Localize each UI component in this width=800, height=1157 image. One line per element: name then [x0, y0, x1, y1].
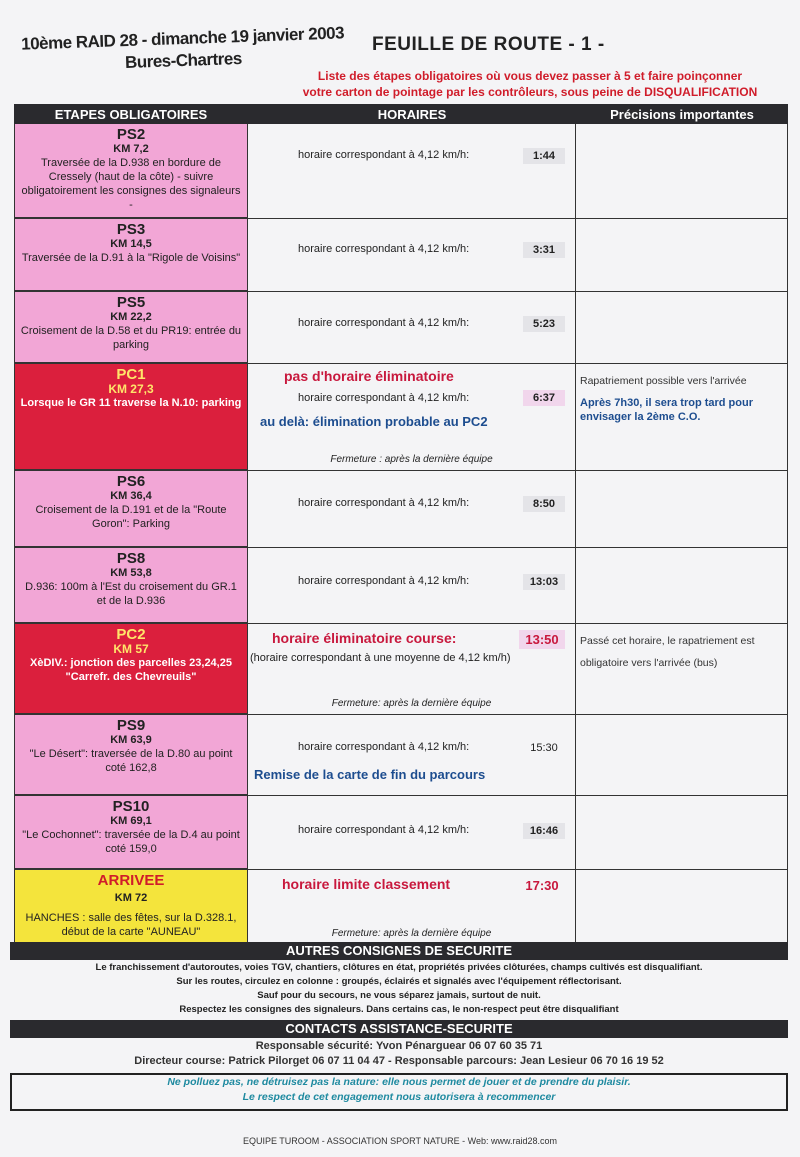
- notice-line-2: votre carton de pointage par les contrôleurs, sous peine de DISQUALIFICATION: [302, 85, 758, 99]
- precision-note: Rapatriement possible vers l'arrivée: [580, 375, 747, 387]
- col-precisions: Précisions importantes: [610, 106, 754, 122]
- precision-cell: [576, 219, 788, 291]
- horaire-sub: (horaire correspondant à une moyenne de 4,12 km/h): [250, 652, 511, 664]
- stage-cell: [14, 471, 248, 547]
- stage-code: ARRIVEE: [97, 872, 165, 889]
- stage-cell: [14, 219, 248, 291]
- stage-desc: XèDIV.: jonction des parcelles 23,24,25 "Carrefr. des Chevreuils": [30, 657, 232, 683]
- stage-code: PS9: [116, 717, 146, 734]
- stage-cell: [14, 624, 248, 714]
- stage-code: PS6: [116, 473, 146, 490]
- safety-line: Le franchissement d'autoroutes, voies TGV, chantiers, clôtures en état, propriétés privées clôturées, champs cultivés est disqualifiant.: [95, 962, 703, 973]
- horaire-cell: [248, 870, 576, 948]
- stage-desc: "Le Désert": traversée de la D.80 au point coté 162,8: [29, 748, 233, 774]
- precision-cell: [576, 870, 788, 948]
- col-etapes: ETAPES OBLIGATOIRES: [54, 106, 208, 122]
- safety-rules: [10, 961, 788, 1017]
- contact-line-1: Responsable sécurité: Yvon Pénarguear 06 07 60 35 71: [255, 1040, 543, 1052]
- time-value: 3:31: [523, 242, 565, 258]
- stage-desc: HANCHES : salle des fêtes, sur la D.328.1, début de la carte "AUNEAU": [25, 912, 237, 938]
- stage-km: KM 63,9: [110, 734, 152, 746]
- time-value: 5:23: [523, 316, 565, 332]
- safety-line: Sauf pour du secours, ne vous séparez jamais, surtout de nuit.: [257, 990, 541, 1001]
- horaire-cell: [248, 624, 576, 714]
- std-label: horaire correspondant à 4,12 km/h:: [298, 741, 470, 753]
- precision-cell: [576, 796, 788, 869]
- stage-code: PS8: [116, 550, 146, 567]
- horaire-cell: [248, 548, 576, 623]
- std-label: horaire correspondant à 4,12 km/h:: [298, 824, 470, 836]
- page-title: FEUILLE DE ROUTE - 1 -: [372, 34, 605, 55]
- stage-desc: Lorsque le GR 11 traverse la N.10: parking: [20, 397, 242, 409]
- std-label: horaire correspondant à 4,12 km/h:: [298, 392, 470, 404]
- stage-km: KM 7,2: [113, 143, 149, 155]
- stage-desc: Croisement de la D.58 et du PR19: entrée du parking: [20, 325, 242, 351]
- nature-notice: [10, 1073, 788, 1111]
- precision-cell: [576, 292, 788, 363]
- precision-cell: [576, 364, 788, 470]
- stage-desc: D.936: 100m à l'Est du croisement du GR.1 et de la D.936: [25, 581, 237, 607]
- column-headers: [14, 104, 788, 124]
- time-value: 17:30: [525, 878, 559, 893]
- time-value: 16:46: [523, 823, 565, 839]
- event-line-1: 10ème RAID 28 - dimanche 19 janvier 2003: [20, 23, 345, 54]
- horaire-cell: [248, 219, 576, 291]
- fermeture-label: Fermeture: après la dernière équipe: [331, 928, 492, 939]
- horaire-cell: [248, 364, 576, 470]
- stage-km: KM 14,5: [110, 238, 152, 250]
- precision-cell: [576, 548, 788, 623]
- stage-code: PS10: [112, 798, 150, 815]
- time-value: 13:50: [519, 630, 565, 649]
- table-row: [14, 715, 788, 796]
- stage-cell: [14, 548, 248, 623]
- contact-line-2: Directeur course: Patrick Pilorget 06 07 11 04 47 - Responsable parcours: Jean Lesieur 06 70 16 19 52: [134, 1055, 664, 1067]
- route-table: [14, 124, 788, 949]
- horaire-cell: [248, 124, 576, 218]
- blue-notice: Remise de la carte de fin du parcours: [254, 767, 486, 782]
- footer-credit: EQUIPE TUROOM - ASSOCIATION SPORT NATURE - Web: www.raid28.com: [242, 1136, 558, 1146]
- event-line-2: Bures-Chartres: [124, 48, 243, 73]
- precision-cell: [576, 471, 788, 547]
- stage-code: PC2: [116, 626, 146, 643]
- table-row: [14, 471, 788, 548]
- table-row: [14, 292, 788, 364]
- std-label: horaire correspondant à 4,12 km/h:: [298, 317, 470, 329]
- std-label: horaire correspondant à 4,12 km/h:: [298, 575, 470, 587]
- table-row: [14, 548, 788, 624]
- stage-desc: Traversée de la D.91 à la "Rigole de Voisins": [21, 252, 241, 264]
- stage-cell: [14, 292, 248, 363]
- time-value: 1:44: [523, 148, 565, 164]
- stage-km: KM 57: [113, 642, 149, 656]
- stage-cell: [14, 124, 248, 218]
- horaire-cell: [248, 796, 576, 869]
- time-value: 13:03: [523, 574, 565, 590]
- horaire-heading: horaire limite classement: [282, 876, 451, 892]
- std-label: horaire correspondant à 4,12 km/h:: [298, 243, 470, 255]
- nature-line-1: Ne polluez pas, ne détruisez pas la nature: elle nous permet de jouer et de prendre du plaisir.: [167, 1076, 631, 1088]
- stage-km: KM 36,4: [110, 490, 152, 502]
- precision-bluenote: Après 7h30, il sera trop tard pour envisager la 2ème C.O.: [580, 397, 753, 423]
- horaire-heading: pas d'horaire éliminatoire: [284, 368, 454, 384]
- horaire-cell: [248, 292, 576, 363]
- stage-cell: [14, 870, 248, 948]
- disqualification-notice: [280, 68, 780, 100]
- horaire-cell: [248, 715, 576, 795]
- stage-code: PS2: [116, 126, 146, 143]
- contacts-title: CONTACTS ASSISTANCE-SECURITE: [10, 1020, 788, 1038]
- precision-cell: [576, 624, 788, 714]
- safety-title: AUTRES CONSIGNES DE SECURITE: [10, 942, 788, 960]
- horaire-cell: [248, 471, 576, 547]
- table-row: [14, 364, 788, 471]
- table-row: [14, 624, 788, 715]
- stage-desc: "Le Cochonnet": traversée de la D.4 au point coté 159,0: [22, 829, 240, 855]
- fermeture-label: Fermeture : après la dernière équipe: [330, 454, 493, 465]
- std-label: horaire correspondant à 4,12 km/h:: [298, 497, 470, 509]
- horaire-heading: horaire éliminatoire course:: [272, 630, 457, 646]
- stage-code: PC1: [116, 366, 146, 383]
- precision-note: Passé cet horaire, le rapatriement est obligatoire vers l'arrivée (bus): [580, 635, 755, 669]
- table-row: [14, 124, 788, 219]
- stage-desc: Traversée de la D.938 en bordure de Cressely (haut de la côte) - suivre obligatoirement les consignes des signaleurs -: [21, 157, 241, 211]
- stage-km: KM 22,2: [110, 311, 152, 323]
- safety-line: Respectez les consignes des signaleurs. Dans certains cas, le non-respect peut être disqualifiant: [179, 1004, 619, 1015]
- time-value: 15:30: [530, 742, 558, 754]
- table-row: [14, 870, 788, 949]
- nature-line-2: Le respect de cet engagement nous autorisera à recommencer: [242, 1091, 556, 1103]
- col-horaires: HORAIRES: [377, 106, 447, 122]
- time-value: 6:37: [523, 390, 565, 406]
- table-row: [14, 796, 788, 870]
- stage-cell: [14, 796, 248, 869]
- stage-cell: [14, 364, 248, 470]
- stage-km: KM 27,3: [108, 382, 154, 396]
- stage-cell: [14, 715, 248, 795]
- std-label: horaire correspondant à 4,12 km/h:: [298, 149, 470, 161]
- stage-km: KM 69,1: [110, 815, 152, 827]
- contacts-block: [10, 1039, 788, 1069]
- safety-line: Sur les routes, circulez en colonne : groupés, éclairés et signalés avec l'équipement réflectorisant.: [176, 976, 622, 987]
- table-row: [14, 219, 788, 292]
- stage-code: PS5: [116, 294, 146, 311]
- stage-km: KM 72: [114, 892, 148, 904]
- precision-cell: [576, 715, 788, 795]
- blue-notice: au delà: élimination probable au PC2: [260, 414, 488, 429]
- stage-code: PS3: [116, 221, 146, 238]
- fermeture-label: Fermeture: après la dernière équipe: [331, 698, 492, 709]
- stage-km: KM 53,8: [110, 567, 152, 579]
- precision-cell: [576, 124, 788, 218]
- time-value: 8:50: [523, 496, 565, 512]
- stage-desc: Croisement de la D.191 et de la "Route Goron": Parking: [35, 504, 227, 530]
- notice-line-1: Liste des étapes obligatoires où vous devez passer à 5 et faire poinçonner: [317, 69, 743, 83]
